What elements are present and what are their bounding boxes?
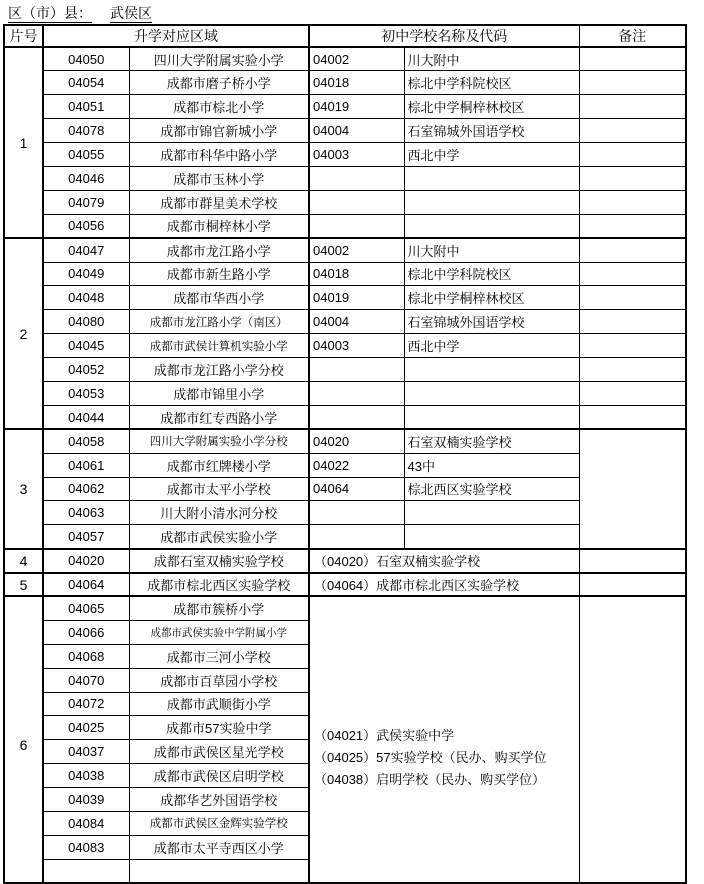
middle-code-cell: 04004 — [309, 119, 404, 143]
primary-name-cell: 成都市龙江路小学（南区） — [129, 310, 309, 334]
remark-cell — [579, 381, 686, 405]
primary-code-cell: 04080 — [43, 310, 129, 334]
table-row — [4, 238, 686, 262]
table-row — [4, 119, 686, 143]
table-row — [4, 573, 686, 597]
table-row — [4, 71, 686, 95]
col-header-area: 升学对应区域 — [43, 25, 309, 47]
primary-name-cell: 成都市57实验中学 — [129, 716, 309, 740]
piece-number-cell: 2 — [4, 238, 43, 429]
middle-code-cell: 04019 — [309, 286, 404, 310]
primary-code-cell: 04055 — [43, 143, 129, 167]
table-row — [4, 381, 686, 405]
middle-code-cell: 04018 — [309, 262, 404, 286]
remark-cell — [579, 47, 686, 71]
primary-name-cell: 成都华艺外国语学校 — [129, 788, 309, 812]
remark-cell — [579, 119, 686, 143]
primary-name-cell: 成都市棕北小学 — [129, 95, 309, 119]
primary-code-cell: 04052 — [43, 358, 129, 382]
table-header-row — [4, 25, 686, 47]
region-label: 区（市）县： — [8, 5, 92, 21]
primary-name-cell: 成都市武侯计算机实验小学 — [129, 334, 309, 358]
primary-code-cell: 04053 — [43, 381, 129, 405]
middle-school-line: （04025）57实验学校（民办、购买学位 — [314, 750, 547, 766]
primary-code-cell: 04020 — [43, 549, 129, 573]
primary-name-cell: 成都市太平寺西区小学 — [129, 835, 309, 859]
middle-code-cell: 04003 — [309, 334, 404, 358]
table-row — [4, 47, 686, 71]
primary-code-cell: 04072 — [43, 692, 129, 716]
primary-name-cell: 成都市太平小学校 — [129, 477, 309, 501]
table-row — [4, 549, 686, 573]
middle-code-cell: 04018 — [309, 71, 404, 95]
remark-cell — [579, 95, 686, 119]
middle-code-cell — [309, 501, 404, 525]
primary-code-cell: 04070 — [43, 668, 129, 692]
table-body — [4, 47, 686, 883]
middle-name-cell: 川大附中 — [404, 238, 579, 262]
primary-code-cell: 04061 — [43, 453, 129, 477]
table-row — [4, 166, 686, 190]
middle-name-cell: 棕北中学桐梓林校区 — [404, 286, 579, 310]
primary-code-cell: 04051 — [43, 95, 129, 119]
middle-code-cell: 04004 — [309, 310, 404, 334]
remark-cell — [579, 286, 686, 310]
primary-code-cell: 04057 — [43, 525, 129, 549]
primary-name-cell: 成都市簇桥小学 — [129, 596, 309, 620]
middle-merged-cell: （04064）成都市棕北西区实验学校 — [309, 573, 579, 597]
table-row — [4, 286, 686, 310]
table-row — [4, 214, 686, 238]
middle-name-cell: 石室锦城外国语学校 — [404, 119, 579, 143]
primary-code-cell: 04037 — [43, 740, 129, 764]
primary-name-cell: 成都市武侯区启明学校 — [129, 764, 309, 788]
piece-number-cell: 4 — [4, 549, 43, 573]
col-header-piece: 片号 — [4, 25, 43, 47]
piece-number-cell: 1 — [4, 47, 43, 238]
primary-code-cell: 04047 — [43, 238, 129, 262]
middle-name-cell — [404, 525, 579, 549]
table-row — [4, 334, 686, 358]
middle-merged-cell: （04020）石室双楠实验学校 — [309, 549, 579, 573]
middle-name-cell — [404, 405, 579, 429]
primary-name-cell: 成都市三河小学校 — [129, 644, 309, 668]
remark-cell — [579, 262, 686, 286]
table-row — [4, 596, 686, 620]
remark-cell — [579, 429, 686, 548]
table-row — [4, 95, 686, 119]
primary-code-cell: 04025 — [43, 716, 129, 740]
primary-name-cell: 成都市红专西路小学 — [129, 405, 309, 429]
middle-name-cell: 棕北中学科院校区 — [404, 71, 579, 95]
primary-code-cell: 04066 — [43, 620, 129, 644]
primary-name-cell: 成都市武侯区星光学校 — [129, 740, 309, 764]
middle-code-cell — [309, 525, 404, 549]
primary-name-cell: 成都市龙江路小学分校 — [129, 358, 309, 382]
primary-name-cell: 成都市红牌楼小学 — [129, 453, 309, 477]
col-header-middle: 初中学校名称及代码 — [309, 25, 579, 47]
middle-code-cell — [309, 405, 404, 429]
piece-number-cell: 3 — [4, 429, 43, 548]
primary-name-cell: 川大附小清水河分校 — [129, 501, 309, 525]
primary-code-cell: 04050 — [43, 47, 129, 71]
primary-code-cell: 04078 — [43, 119, 129, 143]
middle-code-cell: 04064 — [309, 477, 404, 501]
piece-number-cell: 6 — [4, 596, 43, 883]
middle-code-cell: 04020 — [309, 429, 404, 453]
table-row — [4, 405, 686, 429]
primary-code-cell: 04038 — [43, 764, 129, 788]
remark-cell — [579, 143, 686, 167]
primary-code-cell: 04058 — [43, 429, 129, 453]
middle-school-line: （04021）武侯实验中学 — [314, 728, 455, 744]
primary-name-cell: 成都市锦官新城小学 — [129, 119, 309, 143]
remark-cell — [579, 405, 686, 429]
primary-code-cell: 04068 — [43, 644, 129, 668]
primary-code-cell: 04083 — [43, 835, 129, 859]
remark-cell — [579, 238, 686, 262]
middle-name-cell — [404, 190, 579, 214]
middle-name-cell: 棕北中学科院校区 — [404, 262, 579, 286]
middle-code-cell: 04002 — [309, 238, 404, 262]
primary-code-cell — [43, 859, 129, 883]
piece-number-cell: 5 — [4, 573, 43, 597]
table-row — [4, 262, 686, 286]
primary-code-cell: 04044 — [43, 405, 129, 429]
middle-name-cell — [404, 214, 579, 238]
middle-code-cell: 04022 — [309, 453, 404, 477]
primary-name-cell: 成都市桐梓林小学 — [129, 214, 309, 238]
middle-code-cell: 04019 — [309, 95, 404, 119]
middle-merged-cell — [309, 596, 579, 883]
middle-code-cell — [309, 358, 404, 382]
primary-code-cell: 04054 — [43, 71, 129, 95]
middle-name-cell: 石室锦城外国语学校 — [404, 310, 579, 334]
middle-code-cell — [309, 166, 404, 190]
placement-table — [3, 24, 687, 884]
primary-name-cell: 成都市棕北西区实验学校 — [129, 573, 309, 597]
middle-name-cell — [404, 358, 579, 382]
remark-cell — [579, 71, 686, 95]
primary-name-cell: 成都市群星美术学校 — [129, 190, 309, 214]
primary-code-cell: 04079 — [43, 190, 129, 214]
primary-name-cell: 成都市玉林小学 — [129, 166, 309, 190]
remark-cell — [579, 334, 686, 358]
middle-code-cell — [309, 381, 404, 405]
primary-name-cell: 成都市龙江路小学 — [129, 238, 309, 262]
primary-name-cell: 成都市武顺街小学 — [129, 692, 309, 716]
remark-cell — [579, 549, 686, 573]
table-row — [4, 190, 686, 214]
middle-name-cell: 棕北西区实验学校 — [404, 477, 579, 501]
primary-name-cell: 成都市新生路小学 — [129, 262, 309, 286]
middle-school-line: （04038）启明学校（民办、购买学位） — [314, 772, 546, 788]
remark-cell — [579, 214, 686, 238]
middle-code-cell: 04003 — [309, 143, 404, 167]
primary-name-cell: 成都市磨子桥小学 — [129, 71, 309, 95]
primary-name-cell: 成都市科华中路小学 — [129, 143, 309, 167]
remark-cell — [579, 190, 686, 214]
remark-cell — [579, 573, 686, 597]
middle-name-cell: 棕北中学桐梓林校区 — [404, 95, 579, 119]
primary-name-cell: 成都石室双楠实验学校 — [129, 549, 309, 573]
remark-cell — [579, 310, 686, 334]
primary-code-cell: 04039 — [43, 788, 129, 812]
table-row — [4, 358, 686, 382]
primary-code-cell: 04048 — [43, 286, 129, 310]
table-row — [4, 429, 686, 453]
middle-name-cell: 川大附中 — [404, 47, 579, 71]
primary-name-cell: 四川大学附属实验小学分校 — [129, 429, 309, 453]
primary-code-cell: 04063 — [43, 501, 129, 525]
table-row — [4, 143, 686, 167]
middle-name-cell — [404, 166, 579, 190]
middle-name-cell: 西北中学 — [404, 143, 579, 167]
primary-code-cell: 04062 — [43, 477, 129, 501]
remark-cell — [579, 596, 686, 883]
primary-name-cell: 成都市百草园小学校 — [129, 668, 309, 692]
primary-name-cell — [129, 859, 309, 883]
col-header-remark: 备注 — [579, 25, 686, 47]
middle-code-cell — [309, 214, 404, 238]
primary-code-cell: 04045 — [43, 334, 129, 358]
middle-code-cell — [309, 190, 404, 214]
remark-cell — [579, 166, 686, 190]
primary-code-cell: 04065 — [43, 596, 129, 620]
primary-code-cell: 04049 — [43, 262, 129, 286]
primary-name-cell: 成都市武侯区金辉实验学校 — [129, 812, 309, 836]
region-line — [8, 3, 152, 23]
remark-cell — [579, 358, 686, 382]
middle-name-cell: 43中 — [404, 453, 579, 477]
primary-name-cell: 四川大学附属实验小学 — [129, 47, 309, 71]
primary-code-cell: 04056 — [43, 214, 129, 238]
region-value: 武侯区 — [110, 5, 152, 21]
middle-name-cell — [404, 381, 579, 405]
primary-name-cell: 成都市武侯实验小学 — [129, 525, 309, 549]
primary-name-cell: 成都市华西小学 — [129, 286, 309, 310]
primary-code-cell: 04064 — [43, 573, 129, 597]
primary-code-cell: 04084 — [43, 812, 129, 836]
middle-code-cell: 04002 — [309, 47, 404, 71]
middle-name-cell: 西北中学 — [404, 334, 579, 358]
table-row — [4, 310, 686, 334]
primary-name-cell: 成都市锦里小学 — [129, 381, 309, 405]
primary-code-cell: 04046 — [43, 166, 129, 190]
middle-name-cell: 石室双楠实验学校 — [404, 429, 579, 453]
middle-name-cell — [404, 501, 579, 525]
primary-name-cell: 成都市武侯实验中学附属小学 — [129, 620, 309, 644]
